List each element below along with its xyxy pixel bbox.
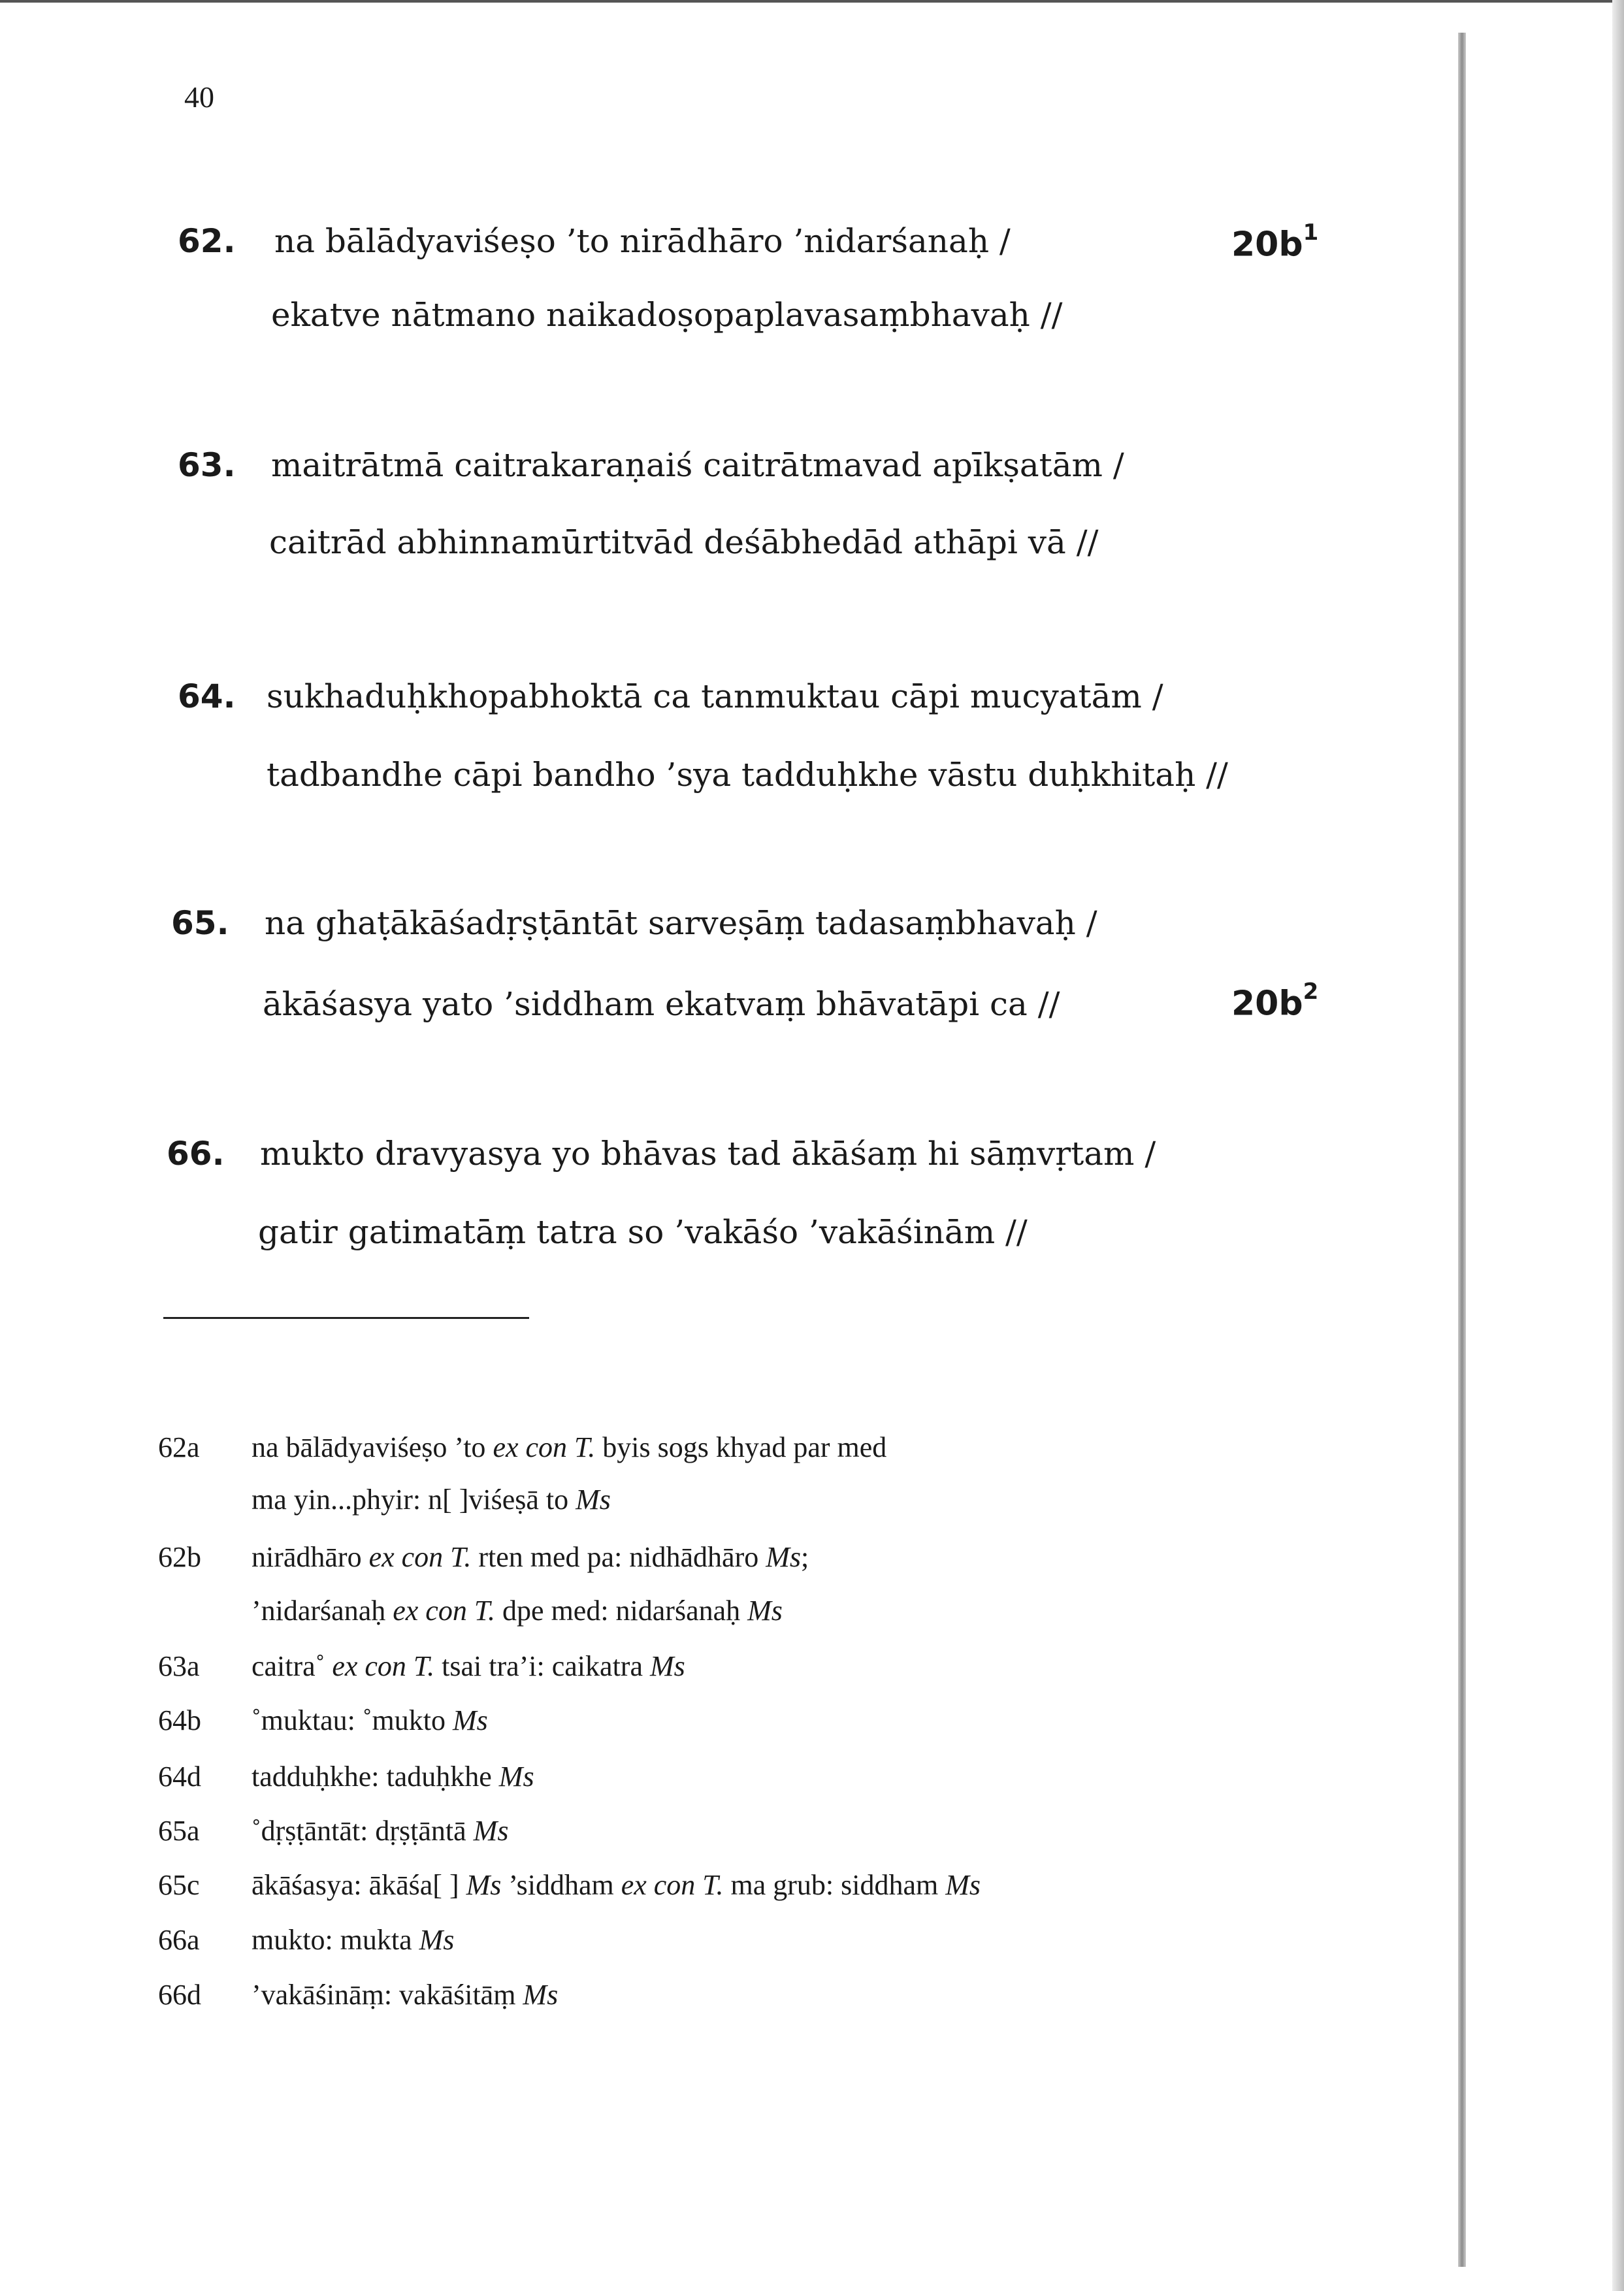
verse-number: 64. bbox=[178, 677, 236, 715]
footnote-line: mukto: mukta Ms bbox=[252, 1924, 455, 1956]
footnote-line: ākāśasya: ākāśa[ ] Ms ’siddham ex con T. ma grub: siddham Ms bbox=[252, 1869, 981, 1901]
footnote-label: 62a bbox=[158, 1431, 200, 1463]
footnote-label: 64d bbox=[158, 1761, 201, 1793]
verse-line-a: na ghaṭākāśadṛṣṭāntāt sarveṣāṃ tadasaṃbhavaḥ / bbox=[265, 904, 1097, 942]
scan-top-border bbox=[0, 0, 1624, 3]
footnote-line: ˚dṛṣṭāntāt: dṛṣṭāntā Ms bbox=[252, 1815, 509, 1847]
folio-sup: 2 bbox=[1303, 979, 1319, 1005]
verse-line-b: ākāśasya yato ’siddham ekatvaṃ bhāvatāpi ca // bbox=[263, 985, 1060, 1023]
verse-number: 66. bbox=[167, 1135, 225, 1173]
footnote-line: tadduḥkhe: taduḥkhe Ms bbox=[252, 1761, 534, 1793]
verse-line-b: ekatve nātmano naikadoṣopaplavasaṃbhavaḥ // bbox=[271, 296, 1063, 334]
verse-63 bbox=[0, 446, 1624, 603]
footnote-label: 65c bbox=[158, 1869, 200, 1901]
footnote-label: 66d bbox=[158, 1979, 201, 2011]
verse-65 bbox=[0, 904, 1624, 1061]
footnote-line: ma yin...phyir: n[ ]viśeṣā to Ms bbox=[252, 1484, 611, 1516]
folio-base: 20b bbox=[1231, 225, 1303, 265]
verse-64 bbox=[0, 677, 1624, 834]
verse-number: 62. bbox=[178, 222, 236, 260]
verse-line-b: gatir gatimatāṃ tatra so ’vakāśo ’vakāśinām // bbox=[258, 1213, 1028, 1251]
footnote-line: ’vakāśināṃ: vakāśitāṃ Ms bbox=[252, 1979, 559, 2011]
footnote-label: 66a bbox=[158, 1924, 200, 1956]
folio-marker bbox=[1231, 979, 1319, 1024]
footnote-separator bbox=[163, 1317, 529, 1319]
folio-sup: 1 bbox=[1303, 219, 1319, 246]
footnote-label: 64b bbox=[158, 1704, 201, 1736]
folio-marker bbox=[1231, 219, 1319, 265]
verse-66 bbox=[0, 1135, 1624, 1292]
footnote-label: 62b bbox=[158, 1541, 201, 1573]
verse-line-b: caitrād abhinnamūrtitvād deśābhedād athāpi vā // bbox=[269, 523, 1099, 561]
footnote-line: caitra˚ ex con T. tsai tra’i: caikatra Ms bbox=[252, 1650, 685, 1682]
verse-line-a: maitrātmā caitrakaraṇaiś caitrātmavad apīkṣatām / bbox=[271, 446, 1124, 484]
verse-number: 65. bbox=[171, 904, 229, 942]
footnote-line: ˚muktau: ˚mukto Ms bbox=[252, 1704, 488, 1736]
footnote-line: nirādhāro ex con T. rten med pa: nidhādhāro Ms; bbox=[252, 1541, 809, 1573]
verse-line-b: tadbandhe cāpi bandho ’sya tadduḥkhe vāstu duḥkhitaḥ // bbox=[267, 756, 1228, 794]
footnote-label: 65a bbox=[158, 1815, 200, 1847]
footnote-label: 63a bbox=[158, 1650, 200, 1682]
folio-base: 20b bbox=[1231, 984, 1303, 1024]
verse-number: 63. bbox=[178, 446, 236, 484]
page-number: 40 bbox=[184, 80, 214, 114]
verse-line-a: mukto dravyasya yo bhāvas tad ākāśaṃ hi sāṃvṛtam / bbox=[260, 1135, 1156, 1173]
verse-line-a: na bālādyaviśeṣo ’to nirādhāro ’nidarśanaḥ / bbox=[274, 222, 1011, 260]
footnote-line: na bālādyaviśeṣo ’to ex con T. byis sogs khyad par med bbox=[252, 1431, 887, 1463]
footnote-line: ’nidarśanaḥ ex con T. dpe med: nidarśanaḥ Ms bbox=[252, 1595, 783, 1627]
verse-62 bbox=[0, 219, 1624, 379]
verse-line-a: sukhaduḥkhopabhoktā ca tanmuktau cāpi mucyatām / bbox=[267, 677, 1163, 715]
